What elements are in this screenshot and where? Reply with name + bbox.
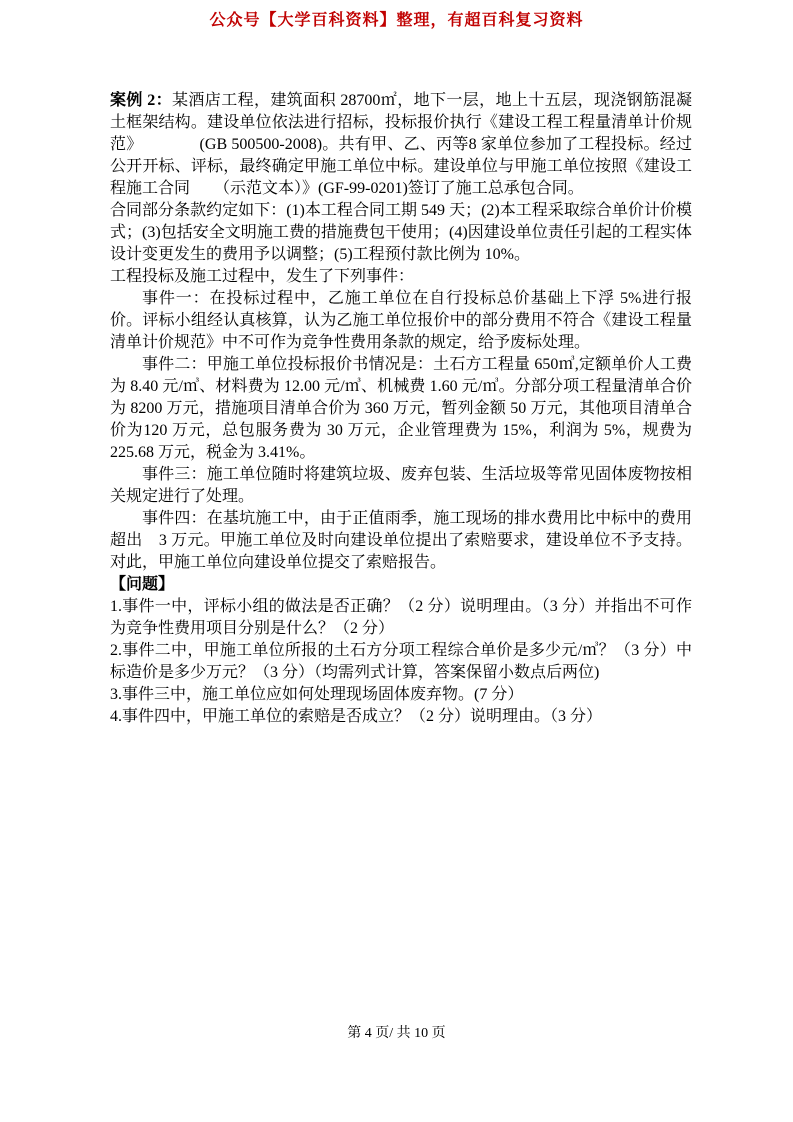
event-1-paragraph: 事件一：在投标过程中，乙施工单位在自行投标总价基础上下浮 5%进行报价。评标小组经认真核算，认为乙施工单位报价中的部分费用不符合《建设工程量清单计价规范》中不可作为竞争性费用条款的规定，给予废标处理。 xyxy=(110,290,692,351)
question-1: 1.事件一中，评标小组的做法是否正确？（2 分）说明理由。（3 分）并指出不可作为竞争性费用项目分别是什么？（2 分） xyxy=(110,598,692,637)
case-intro-text: 某酒店工程，建筑面积 28700㎡，地下一层，地上十五层，现浇钢筋混凝土框架结构。建设单位依法进行招标，投标报价执行《建设工程工程量清单计价规范》 (GB 500500-2008)。共有甲、乙、丙等8 家单位参加了工程投标。经过公开开标、评标，最终确定甲施工单位中标。建设单位与甲施工单位按照《建设工程施工合同 （示范文本）》(GF-99-0201)签订了施工总承包合同。 xyxy=(110,92,692,197)
event-2-paragraph: 事件二：甲施工单位投标报价书情况是：土石方工程量 650㎥,定额单价人工费为 8.40 元/㎥、材料费为 12.00 元/㎥、机械费 1.60 元/㎥。分部分项工程量清单合价为 8200 万元，措施项目清单合价为 360 万元，暂列金额 50 万元，其他项目清单合价为120 万元，总包服务费为 30 万元，企业管理费为 15%，利润为 5%，规费为 225.68 万元，税金为 3.41%。 xyxy=(110,356,692,461)
events-intro-paragraph: 工程投标及施工过程中，发生了下列事件： xyxy=(110,268,415,285)
document-body xyxy=(110,90,692,728)
case-label: 案例 2： xyxy=(110,92,172,109)
question-4: 4.事件四中，甲施工单位的索赔是否成立？（2 分）说明理由。（3 分） xyxy=(110,708,603,725)
question-3: 3.事件三中，施工单位应如何处理现场固体废弃物。(7 分） xyxy=(110,686,524,703)
question-2: 2.事件二中，甲施工单位所报的土石方分项工程综合单价是多少元/㎥？（3 分）中标造价是多少万元？（3 分）（均需列式计算，答案保留小数点后两位) xyxy=(110,642,692,681)
event-3-paragraph: 事件三：施工单位随时将建筑垃圾、废弃包装、生活垃圾等常见固体废物按相关规定进行了处理。 xyxy=(110,466,692,505)
questions-section-label: 【问题】 xyxy=(110,576,175,593)
case-intro-paragraph xyxy=(110,90,692,200)
page-footer: 第 4 页/ 共 10 页 xyxy=(347,1026,446,1041)
contract-terms-paragraph: 合同部分条款约定如下：(1)本工程合同工期 549 天；(2)本工程采取综合单价计价模式；(3)包括安全文明施工费的措施费包干使用；(4)因建设单位责任引起的工程实体设计变更发生的费用予以调整；(5)工程预付款比例为 10%。 xyxy=(110,202,692,263)
event-4-paragraph: 事件四：在基坑施工中，由于正值雨季，施工现场的排水费用比中标中的费用超出 3 万元。甲施工单位及时向建设单位提出了索赔要求，建设单位不予支持。对此，甲施工单位向建设单位提交了索赔报告。 xyxy=(110,510,692,571)
page-header-watermark: 公众号【大学百科资料】整理，有超百科复习资料 xyxy=(209,12,584,29)
